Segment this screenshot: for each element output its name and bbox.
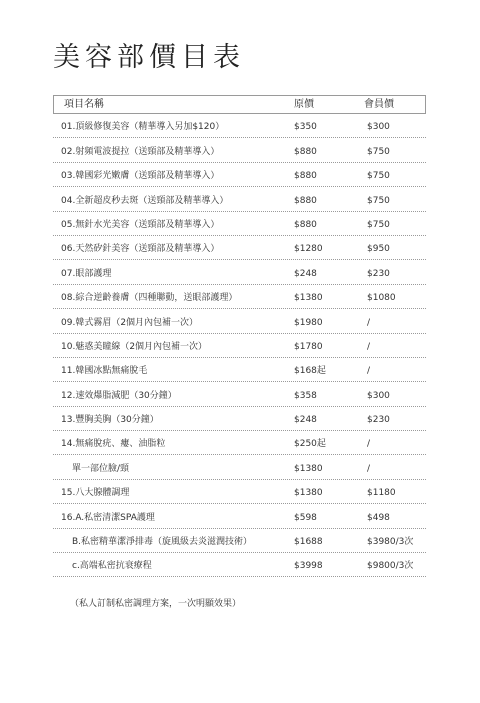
member-price: $950: [367, 244, 390, 255]
original-price: $1688: [294, 537, 323, 548]
item-name: 07.眼部護理: [61, 268, 112, 279]
item-name: 02.射頻電波提拉（送頸部及精華導入）: [61, 146, 220, 157]
table-row: [53, 480, 426, 504]
header-member-price: 會員價: [364, 99, 394, 110]
item-name: 15.八大腺體調理: [61, 488, 130, 499]
original-price: $1980: [294, 317, 323, 328]
table-row: [53, 358, 426, 382]
page-title: 美容部價目表: [53, 42, 245, 73]
member-price: $9800/3次: [367, 561, 414, 572]
table-row: [53, 212, 426, 236]
item-name: 11.韓國冰點無痛脫毛: [61, 366, 148, 377]
original-price: $248: [294, 415, 317, 426]
table-row: [53, 455, 426, 479]
member-price: $1080: [367, 293, 396, 304]
item-name: 13.豐胸美胸（30分鐘）: [61, 415, 159, 426]
table-row: [53, 309, 426, 333]
member-price: /: [367, 317, 371, 328]
original-price: $1380: [294, 293, 323, 304]
table-header: [53, 95, 426, 114]
original-price: $880: [294, 219, 317, 230]
item-name: 10.魅惑美瞳線（2個月內包補一次）: [61, 341, 208, 352]
item-name: 01.頂級修復美容（精華導入另加$120）: [61, 122, 225, 133]
header-original-price: 原價: [294, 99, 314, 110]
member-price: $230: [367, 268, 390, 279]
member-price: $750: [367, 171, 390, 182]
item-name: 04.全新超皮秒去斑（送頸部及精華導入）: [61, 195, 229, 206]
member-price: $300: [367, 390, 390, 401]
member-price: $750: [367, 219, 390, 230]
header-item-name: 項目名稱: [64, 99, 104, 110]
member-price: /: [367, 366, 371, 377]
original-price: $1780: [294, 341, 323, 352]
original-price: $880: [294, 171, 317, 182]
member-price: $230: [367, 415, 390, 426]
original-price: $880: [294, 146, 317, 157]
original-price: $358: [294, 390, 317, 401]
original-price: $3998: [294, 561, 323, 572]
table-row: [53, 187, 426, 211]
original-price: $168起: [294, 366, 326, 377]
member-price: $1180: [367, 488, 396, 499]
table-row: [53, 382, 426, 406]
member-price: $3980/3次: [367, 537, 414, 548]
member-price: /: [367, 439, 371, 450]
member-price: $498: [367, 512, 390, 523]
footnote: （私人訂制私密調理方案，一次明顯效果）: [70, 599, 242, 609]
member-price: $750: [367, 195, 390, 206]
table-row: [53, 334, 426, 358]
table-row: [53, 431, 426, 455]
original-price: $1380: [294, 488, 323, 499]
member-price: $300: [367, 122, 390, 133]
table-row: [53, 163, 426, 187]
table-row: [53, 138, 426, 162]
member-price: /: [367, 341, 371, 352]
item-name: c.高端私密抗衰療程: [72, 561, 152, 572]
item-name: 14.無痛脫疣、瘻、油脂粒: [61, 439, 166, 450]
table-row: [53, 260, 426, 284]
table-row: [53, 407, 426, 431]
item-name: B.私密精華潔淨排毒（旋風級去炎滋潤技術）: [72, 537, 253, 548]
table-row: [53, 285, 426, 309]
item-name: 單一部位臉/頸: [72, 463, 130, 474]
item-name: 05.無針水光美容（送頸部及精華導入）: [61, 219, 220, 230]
table-row: [53, 114, 426, 138]
table-row: [53, 553, 426, 577]
item-name: 06.天然矽針美容（送頸部及精華導入）: [61, 244, 220, 255]
original-price: $350: [294, 122, 317, 133]
original-price: $880: [294, 195, 317, 206]
table-row: [53, 529, 426, 553]
item-name: 12.速效爆脂減肥（30分鐘）: [61, 390, 177, 401]
original-price: $250起: [294, 439, 326, 450]
table-row: [53, 504, 426, 528]
original-price: $1280: [294, 244, 323, 255]
member-price: /: [367, 463, 371, 474]
original-price: $1380: [294, 463, 323, 474]
table-body: [53, 114, 426, 577]
original-price: $248: [294, 268, 317, 279]
original-price: $598: [294, 512, 317, 523]
price-table: [53, 95, 426, 577]
table-row: [53, 236, 426, 260]
item-name: 03.韓國彩光嫩膚（送頸部及精華導入）: [61, 171, 220, 182]
member-price: $750: [367, 146, 390, 157]
item-name: 08.綜合逆齡養膚（四種聯動，送眼部護理）: [61, 293, 238, 304]
item-name: 09.韓式霧眉（2個月內包補一次）: [61, 317, 199, 328]
item-name: 16.A.私密清潔SPA護理: [61, 512, 155, 523]
